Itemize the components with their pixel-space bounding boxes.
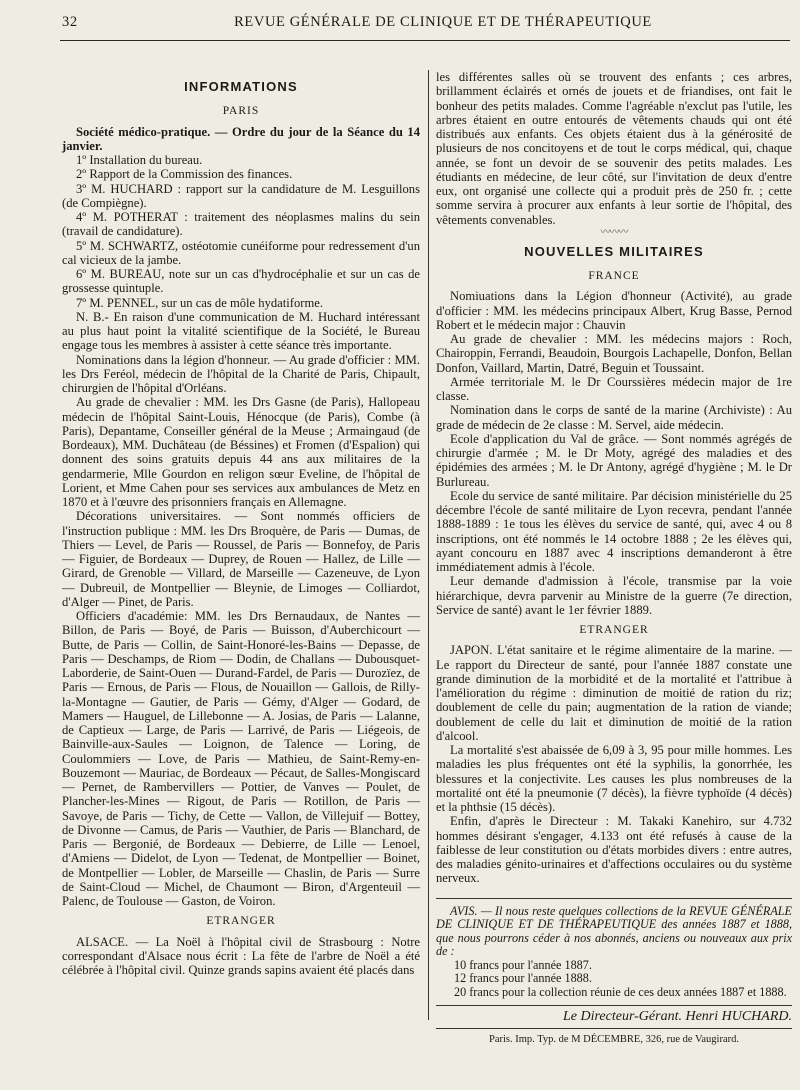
header-rule xyxy=(60,40,790,41)
paragraph-enfin: Enfin, d'après le Directeur : M. Takaki Kanehiro, sur 4.732 hommes désirant s'engager, 4.133 ont été refusés à cause de la faiblesse de leur constitution ou d'états morbides divers : entre autres, des maladies génito-urinaires et d'affections occulaires ou du système nerveux. xyxy=(436,814,792,886)
agenda-item: 1º Installation du bureau. xyxy=(76,153,203,167)
right-column xyxy=(436,70,792,1048)
paragraph-legion: Nomiuations dans la Légion d'honneur (Activité), au grade d'officier : MM. les médecins principaux Albert, Krug Basse, Pernod Robert et le médecin major : Chauvin xyxy=(436,289,792,332)
running-title: REVUE GÉNÉRALE DE CLINIQUE ET DE THÉRAPEUTIQUE xyxy=(234,14,652,30)
paragraph-alsace: ALSACE. — La Noël à l'hôpital civil de Strasbourg : Notre correspondant d'Alsace nous écrit : La fête de l'arbre de Noël a été célébrée à l'hôpital civil. Quinze grands sapins avaient été placés dans xyxy=(62,934,420,977)
avis-price: 10 francs pour l'année 1887. xyxy=(454,957,592,972)
left-column xyxy=(62,72,420,977)
paragraph-japon: JAPON. L'état sanitaire et le régime alimentaire de la marine. — Le rapport du Directeur de santé, pour l'année 1887 constate une grande diminution de la morbidité et de la mortalité et l'attribue à l'amélioration du régime : diminution de moitié de ration du riz; doublement de celle du pain; augmentation de la ration de viande; doublement de celle du lait et diminution de moitié de la ration d'alcool. xyxy=(436,643,792,743)
subsection-etranger-right: ETRANGER xyxy=(579,624,649,636)
paragraph-ecole-val-de-grace: Ecole d'application du Val de grâce. — Sont nommés agrégés de chirurgie d'armée ; M. le Dr Moty, agrégé des maladies et des épidémies des armées ; M. le Dr Antony, agrégé d'hygiène ; M. le Dr Burlureau. xyxy=(436,431,792,489)
paragraph-nominations: Nominations dans la légion d'honneur. — Au grade d'officier : MM. les Drs Feréol, médecin de l'hôpital de la Charité de Paris, Chipault, chirurgien de l'hôpital d'Orléans. xyxy=(62,352,420,395)
column-divider xyxy=(428,70,429,1020)
paragraph-demande: Leur demande d'admission à l'école, transmise par la voie hiérarchique, devra parvenir au Ministre de la guerre (7e direction, Service de santé) avant le 1er février 1889. xyxy=(436,574,792,617)
agenda-item: 6º M. BUREAU, note sur un cas d'hydrocéphalie et sur un cas de grossesse quintuple. xyxy=(62,267,420,296)
paragraph-continuation: les différentes salles où se trouvent des enfants ; ces arbres, brillamment éclairés et ornés de jouets et de friandises, ont fait le bonheur des petits malades. Comme l'agréable n'exclut pas l'utile, les arbres étaient en outre entourés de vêtements chauds qui ont été distribués aux enfants. Ces objets étaient dus à la générosité de plusieurs de nos concitoyens et de tout le corps médical, qui, chaque année, se font un devoir de se souvenir des petits malades. Les étudiants en médecine, de leur côté, sur l'invitation de deux d'entre eux, ont organisé une collecte qui a produit près de 250 fr. ; cette somme servira à procurer aux enfants à leur sortie de l'hôpital, des vêtements convenables. xyxy=(436,70,792,227)
running-header xyxy=(62,14,784,31)
ornament-divider: 〰〰〰 xyxy=(600,226,628,238)
page-number: 32 xyxy=(62,14,78,30)
section-title-informations: INFORMATIONS xyxy=(184,79,298,94)
agenda-item: 3º M. HUCHARD : rapport sur la candidature de M. Lesguillons (de Compiègne). xyxy=(62,181,420,210)
printer-line: Paris. Imp. Typ. de M DÉCEMBRE, 326, rue de Vaugirard. xyxy=(489,1034,739,1046)
agenda-item: 7º M. PENNEL, sur un cas de môle hydatiforme. xyxy=(76,295,323,310)
paragraph-legion-chevalier: Au grade de chevalier : MM. les médecins majors : Roch, Chairoppin, Ferrandi, Beaudoin, Bourgois Lachapelle, Donfon, Bellan Donfon, Vaillard, Martin, Datré, Beguin et Toussaint. xyxy=(436,332,792,375)
section-title-nouvelles-militaires: NOUVELLES MILITAIRES xyxy=(524,243,704,259)
avis-text: AVIS. — Il nous reste quelques collections de la REVUE GÉNÉRALE DE CLINIQUE ET DE THÉRAPEUTIQUE des années 1887 et 1888, que nous pourrons céder à nos abonnés, anciens ou nouveaux aux prix de : xyxy=(436,903,792,958)
paragraph-chevalier: Au grade de chevalier : MM. les Drs Gasne (de Paris), Hallopeau médecin de l'hôpital Saint-Louis, Hénocque (de Paris), Combe (à Paris), Depantame, Conseiller général de la Meuse ; Armaingaud (de Bordeaux), MM. Duchâteau (de Béssines) et Fromen (d'Espalion) qui donnent des soins gratuits depuis 44 ans aux militaires de la gendarmerie, Mlle Gourdon en religon sœur Eveline, de l'hôpital de Lorient, et Mme Cahen pour ses services aux ambulances de Metz en 1870 et à l'œuvre des prisonniers français en Allemagne. xyxy=(62,395,420,509)
paragraph-marine: Nomination dans le corps de santé de la marine (Archiviste) : Au grade de médecin de 2e classe : M. Servel, aide médecin. xyxy=(436,403,792,432)
avis-price: 20 francs pour la collection réunie de ces deux années 1887 et 1888. xyxy=(454,984,787,999)
paragraph-officiers-academie: Officiers d'académie: MM. les Drs Bernaudaux, de Nantes — Billon, de Paris — Boyé, de Paris — Buisson, d'Auberchicourt — Butte, de Paris — Collin, de Saint-Honoré-les-Bains — Depasse, de Paris — Deschamps, de Riom — Dodin, de Challans — Dubousquet-Laborderie, de Saint-Ouen — Durand-Fardel, de Paris — Durozïez, de Paris — Ernous, de Paris — Flous, de Nouaillon — Gallois, de Rilly-la-Montagne — Gautier, de Paris — Gémy, d'Alger — Godard, de Mamers — Hauguel, de Lillebonne — A. Josias, de Paris — Lalanne, de Captieux — Large, de Paris — Larrivé, de Paris — Liégeois, de Bainville-aux-Saules — Loignon, de Talence — Loring, de Coulommiers — Love, de Paris — Mathieu, de Saint-Remy-en-Bouzemont — Mauriac, de Bordeaux — Pécaut, de Salles-Mongiscard — Pernet, de Rambervillers — Pottier, de Vanves — Poulet, de Plancher-les-Mines — Rigout, de Paris — Rotillon, de Paris — Savoye, de Paris — Tichy, de Cette — Vallon, de Villejuif — Bottey, de Divonne — Camus, de Paris — Vauthier, de Paris — Blanchard, de Paris — Bergonié, de Bordeaux — Debierre, de Lille — Lenoel, d'Amiens — Didelot, de Lyon — Tedenat, de Montpellier — Boinet, de Montpellier — Lobler, de Marseille — Chaslin, de Paris — Surre de Saint-Cloud — Michel, de Chaumont — Biron, d'Argenteuil — Palenc, de Toulouse — Gaston, de Voiron. xyxy=(62,609,420,908)
avis-price: 12 francs pour l'année 1888. xyxy=(454,971,592,985)
agenda-note: N. B.- En raison d'une communication de M. Huchard intéressant au plus haut point la vitalité scientifique de la Société, le Bureau engage tous les membres à assister à cette séance très importante. xyxy=(62,309,420,353)
notice-avis xyxy=(436,898,792,1000)
agenda-item: 5º M. SCHWARTZ, ostéotomie cunéiforme pour redressement d'un cal vicieux de la jambe. xyxy=(62,238,420,267)
subsection-paris: PARIS xyxy=(222,105,260,118)
paragraph-decorations: Décorations universitaires. — Sont nommés officiers de l'instruction publique : MM. les Drs Broquère, de Paris — Dumas, de Thiers — Level, de Paris — Roussel, de Paris — Bonnefoy, de Paris — Figuier, de Bordeaux — Duprey, de Rouen — Hallez, de Lille — Girard, de Grenoble — Villard, de Marseille — Cazeneuve, de Lyon — Dubreuil, de Montpellier — Bleynie, de Limoges — Colliardot, d'Alger — Pinet, de Paris. xyxy=(62,509,420,609)
paragraph-service-sante: Ecole du service de santé militaire. Par décision ministérielle du 25 décembre l'école de santé militaire de Lyon recevra, pendant l'année 1888-1889 : 1e tous les élèves du service de santé, qui, avec 4 ou 8 inscriptions, ont été nommés le 14 octobre 1888 ; 2e les élèves qui, ayant concouru en 1887 avec 4 inscriptions demanderont à être immédiatement admis à l'école. xyxy=(436,488,792,574)
agenda-item: 2º Rapport de la Commission des finances. xyxy=(76,167,293,182)
paragraph-mortalite: La mortalité s'est abaissée de 6,09 à 3, 95 pour mille hommes. Les maladies les plus fréquentes ont été la syphilis, la gonorrhée, les blessures et la conjectivite. Les causes les plus nombreuses de la mortalité ont été la pneumonie (7 décès), la fièvre typhoïde (4 décès) et la phthsie (15 décès). xyxy=(436,743,792,814)
paragraph-armee-territoriale: Armée territoriale M. le Dr Courssières médecin major de 1re classe. xyxy=(436,374,792,403)
signature: Le Directeur-Gérant. Henri HUCHARD. xyxy=(436,1005,792,1029)
subsection-france: FRANCE xyxy=(588,270,640,282)
paragraph-societe: Société médico-pratique. — Ordre du jour de la Séance du 14 janvier. xyxy=(62,124,420,153)
subsection-etranger: ETRANGER xyxy=(206,915,276,928)
agenda-item: 4º M. POTHERAT : traitement des néoplasmes malins du sein (travail de candidature). xyxy=(62,210,420,239)
